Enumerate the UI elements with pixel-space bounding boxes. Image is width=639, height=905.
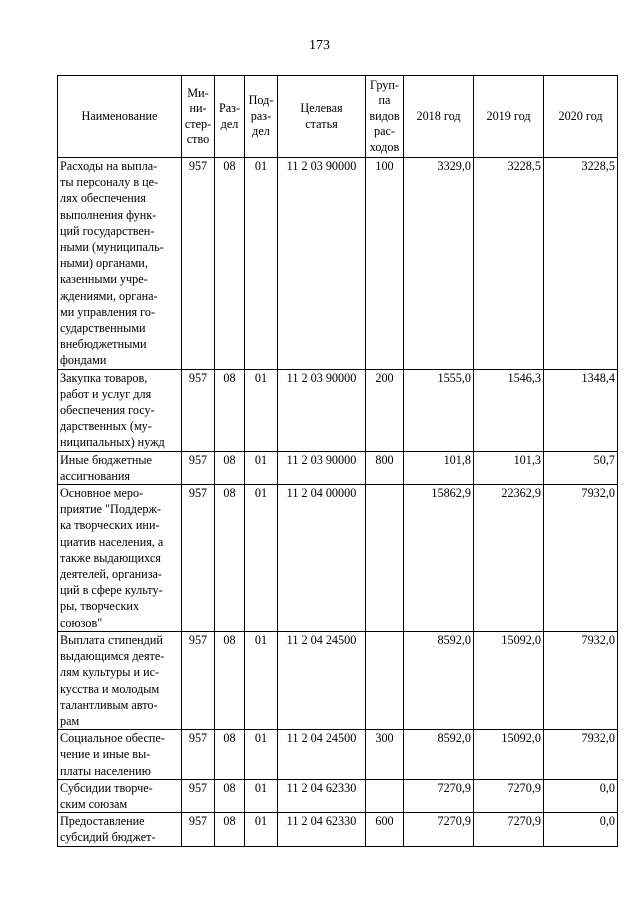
cell-2018: 15862,9 — [404, 485, 474, 632]
cell-ministry: 957 — [182, 451, 215, 484]
cell-2020: 7932,0 — [544, 485, 618, 632]
cell-name: Закупка товаров, работ и услуг для обеспечения госу- дарственных (му- ниципальных) нужд — [58, 369, 182, 451]
table-row — [58, 813, 618, 846]
cell-2019: 1546,3 — [474, 369, 544, 451]
cell-section: 08 — [215, 779, 245, 812]
header-2020: 2020 год — [544, 76, 618, 158]
cell-subsection: 01 — [245, 485, 278, 632]
cell-target: 11 2 03 90000 — [278, 451, 366, 484]
header-target: Целевая статья — [278, 76, 366, 158]
table-row — [58, 369, 618, 451]
cell-group: 300 — [366, 730, 404, 780]
table-body — [58, 158, 618, 847]
cell-2020: 7932,0 — [544, 730, 618, 780]
cell-name: Расходы на выпла- ты персоналу в це- лях обеспечения выполнения функ- ций государствен- ными (муниципаль- ными) органами, казенными учре- ждениями, органа- ми управления го- сударственными внебюджетными фондами — [58, 158, 182, 370]
cell-subsection: 01 — [245, 369, 278, 451]
cell-name: Предоставление субсидий бюджет- — [58, 813, 182, 846]
cell-target: 11 2 04 62330 — [278, 779, 366, 812]
cell-2019: 3228,5 — [474, 158, 544, 370]
cell-2019: 101,3 — [474, 451, 544, 484]
cell-ministry: 957 — [182, 369, 215, 451]
header-2018: 2018 год — [404, 76, 474, 158]
cell-name: Социальное обеспе- чение и иные вы- платы населению — [58, 730, 182, 780]
cell-2020: 3228,5 — [544, 158, 618, 370]
table-row — [58, 631, 618, 729]
cell-2019: 15092,0 — [474, 631, 544, 729]
cell-section: 08 — [215, 631, 245, 729]
cell-ministry: 957 — [182, 158, 215, 370]
cell-ministry: 957 — [182, 813, 215, 846]
cell-2018: 7270,9 — [404, 779, 474, 812]
table-row — [58, 485, 618, 632]
cell-name: Иные бюджетные ассигнования — [58, 451, 182, 484]
budget-table — [57, 75, 618, 847]
cell-group: 100 — [366, 158, 404, 370]
cell-target: 11 2 04 00000 — [278, 485, 366, 632]
cell-ministry: 957 — [182, 631, 215, 729]
table-row — [58, 779, 618, 812]
header-2019: 2019 год — [474, 76, 544, 158]
cell-group — [366, 779, 404, 812]
cell-2018: 8592,0 — [404, 730, 474, 780]
cell-ministry: 957 — [182, 730, 215, 780]
cell-group: 800 — [366, 451, 404, 484]
cell-target: 11 2 03 90000 — [278, 158, 366, 370]
cell-2020: 7932,0 — [544, 631, 618, 729]
header-group: Груп- па видов рас- ходов — [366, 76, 404, 158]
cell-ministry: 957 — [182, 485, 215, 632]
cell-section: 08 — [215, 730, 245, 780]
table-row — [58, 158, 618, 370]
cell-2019: 7270,9 — [474, 813, 544, 846]
cell-section: 08 — [215, 451, 245, 484]
header-ministry: Ми- ни- стер- ство — [182, 76, 215, 158]
cell-2019: 22362,9 — [474, 485, 544, 632]
table-row — [58, 451, 618, 484]
cell-subsection: 01 — [245, 730, 278, 780]
cell-2018: 1555,0 — [404, 369, 474, 451]
header-name: Наименование — [58, 76, 182, 158]
cell-2020: 0,0 — [544, 779, 618, 812]
cell-2018: 101,8 — [404, 451, 474, 484]
header-subsection: Под- раз- дел — [245, 76, 278, 158]
cell-2018: 7270,9 — [404, 813, 474, 846]
cell-2020: 50,7 — [544, 451, 618, 484]
cell-section: 08 — [215, 369, 245, 451]
cell-group — [366, 631, 404, 729]
cell-2020: 0,0 — [544, 813, 618, 846]
cell-subsection: 01 — [245, 779, 278, 812]
cell-name: Субсидии творче- ским союзам — [58, 779, 182, 812]
cell-section: 08 — [215, 158, 245, 370]
cell-2019: 7270,9 — [474, 779, 544, 812]
cell-name: Выплата стипендий выдающимся деяте- лям культуры и ис- кусства и молодым талантливым авто- рам — [58, 631, 182, 729]
cell-2018: 8592,0 — [404, 631, 474, 729]
cell-group — [366, 485, 404, 632]
cell-subsection: 01 — [245, 451, 278, 484]
cell-group: 600 — [366, 813, 404, 846]
header-row — [58, 76, 618, 158]
cell-target: 11 2 04 24500 — [278, 730, 366, 780]
cell-subsection: 01 — [245, 158, 278, 370]
header-section: Раз- дел — [215, 76, 245, 158]
page-number: 173 — [309, 38, 330, 53]
cell-section: 08 — [215, 813, 245, 846]
cell-ministry: 957 — [182, 779, 215, 812]
cell-subsection: 01 — [245, 631, 278, 729]
cell-2020: 1348,4 — [544, 369, 618, 451]
cell-group: 200 — [366, 369, 404, 451]
cell-2019: 15092,0 — [474, 730, 544, 780]
cell-target: 11 2 03 90000 — [278, 369, 366, 451]
cell-2018: 3329,0 — [404, 158, 474, 370]
cell-target: 11 2 04 24500 — [278, 631, 366, 729]
cell-subsection: 01 — [245, 813, 278, 846]
cell-name: Основное меро- приятие "Поддерж- ка творческих ини- циатив населения, а также выдающихся деятелей, организа- ций в сфере культу- ры, творческих союзов" — [58, 485, 182, 632]
table-row — [58, 730, 618, 780]
cell-section: 08 — [215, 485, 245, 632]
cell-target: 11 2 04 62330 — [278, 813, 366, 846]
